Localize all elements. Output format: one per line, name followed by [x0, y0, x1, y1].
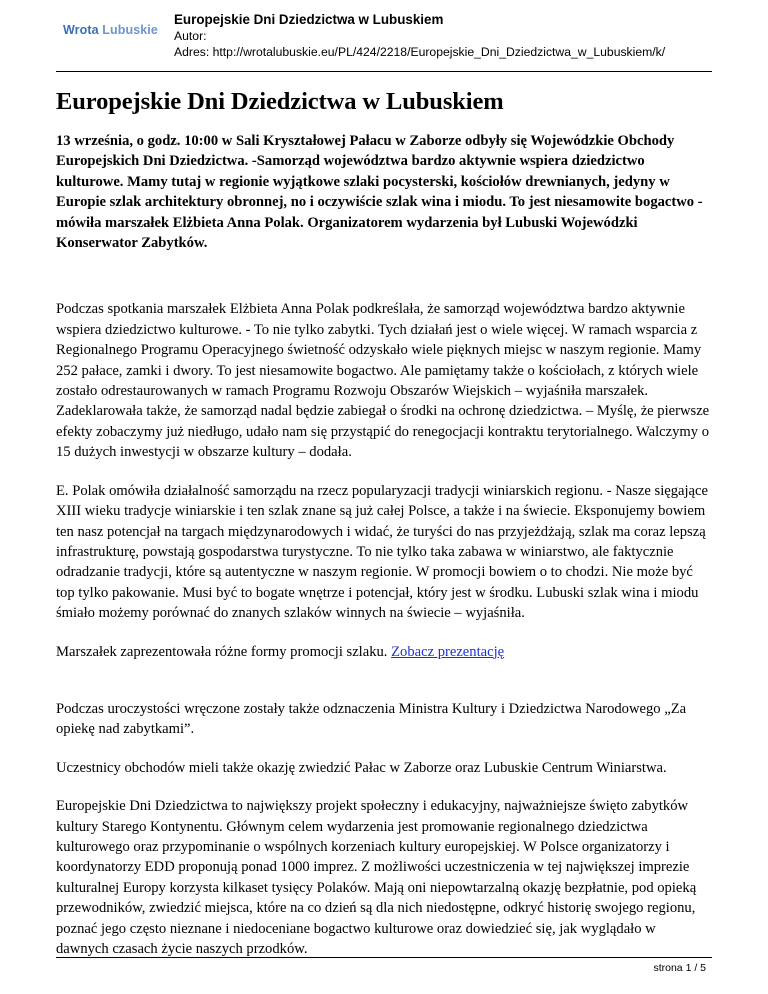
document-meta [174, 11, 665, 60]
meta-address: Adres: http://wrotalubuskie.eu/PL/424/2218/Europejskie_Dni_Dziedzictwa_w_Lubuskiem/k/ [174, 45, 666, 59]
logo-word-lubuskie: Lubuskie [102, 23, 158, 37]
paragraph-4: Podczas uroczystości wręczone zostały także odznaczenia Ministra Kultury i Dziedzictwa Narodowego „Za opiekę nad zabytkami”. [56, 700, 687, 738]
logo-word-wrota: Wrota [63, 23, 99, 37]
wrota-lubuskie-logo[interactable] [63, 23, 158, 37]
article-lead: 13 września, o godz. 10:00 w Sali Kryształowej Pałacu w Zaborze odbyły się Wojewódzkie Obchody Europejskich Dni Dziedzictwa. -Samorząd województwa bardzo aktywnie wspiera dziedzictwo kulturowe. Mamy tutaj w regionie wyjątkowe szlaki pocysterski, kościołów drewnianych, jedyny w Europie szlak architektury obronnej, no i oczywiście szlak wina i miodu. To jest niesamowite bogactwo - mówiła marszałek Elżbieta Anna Polak. Organizatorem wydarzenia był Lubuski Wojewódzki Konserwator Zabytków. [56, 133, 703, 252]
paragraph-6: Europejskie Dni Dziedzictwa to największy projekt społeczny i edukacyjny, najważniejsze święto zabytków kultury Starego Kontynentu. Głównym celem wydarzenia jest promowanie regionalnego dziedzictwa kulturowego oraz przypominanie o wspólnych korzeniach kultury europejskiej. W Polsce organizatorzy i koordynatorzy EDD proponują ponad 1000 imprez. Z możliwości uczestniczenia w tej największej imprezie kulturalnej Europy korzysta kilkaset tysięcy Polaków. Mają oni niepowtarzalną okazję bezpłatnie, pod opieką przewodników, zwiedzić miejsca, które na co dzień są dla nich niedostępne, odkryć historię swojego regionu, poznać jego często nieznane i niedoceniane bogactwo kulturowe oraz dowiedzieć się, jak wyglądało w dawnych czasach życie naszych przodków. [56, 798, 697, 957]
header-divider [56, 71, 712, 72]
page-number: strona 1 / 5 [653, 962, 706, 974]
paragraph-3-text: Marszałek zaprezentowała różne formy promocji szlaku. [56, 643, 392, 660]
paragraph-3 [56, 642, 712, 662]
page-header [0, 0, 768, 70]
article-title: Europejskie Dni Dziedzictwa w Lubuskiem [56, 88, 504, 115]
paragraph-2: E. Polak omówiła działalność samorządu na rzecz popularyzacji tradycji winiarskich regionu. - Nasze sięgające XIII wieku tradycje winiarskie i ten szlak znane są już całej Polsce, a także i na świecie. Eksponujemy bowiem ten nasz potencjał na targach międzynarodowych i widać, że turyści do nas przyjeżdżają, szlak ma coraz lepszą infrastrukturę, powstają gospodarstwa turystyczne. To nie tylko taka zabawa w winiarstwo, ale faktycznie odradzanie tradycji, które są autentyczne w naszym regionie. W promocji bowiem o to chodzi. Nie może być top tylko pakowanie. Musi być to bogate wnętrze i potencjał, który jest w środku. Lubuski szlak wina i miodu śmiało możemy porównać do znanych szlaków winnych na świecie – wyjaśniła. [56, 482, 708, 622]
presentation-link[interactable]: Zobacz prezentację [391, 643, 505, 660]
article [56, 86, 712, 959]
meta-title: Europejskie Dni Dziedzictwa w Lubuskiem [174, 12, 444, 27]
footer-divider [56, 957, 712, 958]
meta-author: Autor: [174, 29, 207, 43]
paragraph-1: Podczas spotkania marszałek Elżbieta Anna Polak podkreślała, że samorząd województwa bardzo aktywnie wspiera dziedzictwo kulturowe. - To nie tylko zabytki. Tych działań jest o wiele więcej. W ramach wsparcia z Regionalnego Programu Operacyjnego świetność odzyskało wiele pięknych miejsc w naszym regionie. Mamy 252 pałace, zamki i dwory. To jest niesamowite bogactwo. Ale pamiętamy także o kościołach, z których wiele zostało odrestaurowanych w ramach Programu Rozwoju Obszarów Wiejskich – wyjaśniła marszałek. Zadeklarowała także, że samorząd nadal będzie zabiegał o środki na ochronę dziedzictwa. – Myślę, że pierwsze efekty zobaczymy już niedługo, udało nam się przystąpić do renegocjacji kontraktu terytorialnego. Walczymy o 15 dużych inwestycji w obszarze kultury – dodała. [56, 301, 710, 461]
paragraph-5: Uczestnicy obchodów mieli także okazję zwiedzić Pałac w Zaborze oraz Lubuskie Centrum Winiarstwa. [56, 759, 667, 776]
